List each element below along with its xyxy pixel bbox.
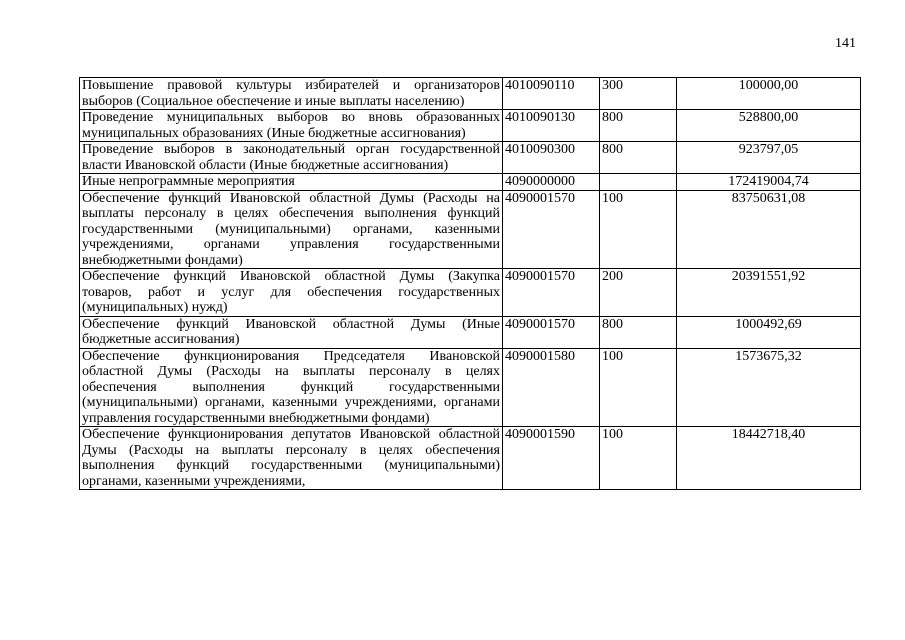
row-target-code: 4090001570 <box>503 190 600 269</box>
table-row <box>80 427 861 490</box>
row-description: Обеспечение функций Ивановской областной Думы (Расходы на выплаты персоналу в целях обеспечения выполнения функций государственными (муниципальными) органами, казенными учреждениями, органами управления государственными внебюджетными фондами) <box>80 190 503 269</box>
row-amount: 1000492,69 <box>677 316 861 348</box>
row-amount: 1573675,32 <box>677 348 861 427</box>
row-description: Обеспечение функционирования Председателя Ивановской областной Думы (Расходы на выплаты персоналу в целях обеспечения выполнения функций государственными (муниципальными) органами, казенными учреждениями, органами управления государственными внебюджетными фондами) <box>80 348 503 427</box>
table-row <box>80 190 861 269</box>
row-amount: 172419004,74 <box>677 174 861 191</box>
row-amount: 528800,00 <box>677 110 861 142</box>
row-expense-type: 800 <box>600 110 677 142</box>
row-expense-type: 200 <box>600 269 677 317</box>
row-expense-type: 800 <box>600 316 677 348</box>
row-amount: 923797,05 <box>677 142 861 174</box>
budget-table <box>79 77 861 490</box>
row-description: Повышение правовой культуры избирателей и организаторов выборов (Социальное обеспечение и иные выплаты населению) <box>80 78 503 110</box>
row-amount: 100000,00 <box>677 78 861 110</box>
row-amount: 18442718,40 <box>677 427 861 490</box>
row-description: Обеспечение функционирования депутатов Ивановской областной Думы (Расходы на выплаты персоналу в целях обеспечения выполнения функций государственными (муниципальными) органами, казенными учреждениями, <box>80 427 503 490</box>
row-target-code: 4010090300 <box>503 142 600 174</box>
table-row <box>80 316 861 348</box>
row-target-code: 4010090130 <box>503 110 600 142</box>
row-expense-type: 100 <box>600 427 677 490</box>
row-expense-type: 100 <box>600 348 677 427</box>
row-target-code: 4090001580 <box>503 348 600 427</box>
table-row <box>80 110 861 142</box>
row-expense-type: 800 <box>600 142 677 174</box>
row-description: Проведение муниципальных выборов во вновь образованных муниципальных образованиях (Иные бюджетные ассигнования) <box>80 110 503 142</box>
table-row <box>80 348 861 427</box>
row-target-code: 4090000000 <box>503 174 600 191</box>
row-description: Обеспечение функций Ивановской областной Думы (Иные бюджетные ассигнования) <box>80 316 503 348</box>
page-number: 141 <box>835 36 856 51</box>
table-row <box>80 142 861 174</box>
row-target-code: 4010090110 <box>503 78 600 110</box>
row-target-code: 4090001590 <box>503 427 600 490</box>
row-target-code: 4090001570 <box>503 269 600 317</box>
row-description: Иные непрограммные мероприятия <box>80 174 503 191</box>
table-row <box>80 269 861 317</box>
table-row <box>80 174 861 191</box>
row-target-code: 4090001570 <box>503 316 600 348</box>
row-description: Обеспечение функций Ивановской областной Думы (Закупка товаров, работ и услуг для обеспечения государственных (муниципальных) нужд) <box>80 269 503 317</box>
row-expense-type: 100 <box>600 190 677 269</box>
row-expense-type <box>600 174 677 191</box>
row-amount: 83750631,08 <box>677 190 861 269</box>
table-row <box>80 78 861 110</box>
row-amount: 20391551,92 <box>677 269 861 317</box>
row-expense-type: 300 <box>600 78 677 110</box>
row-description: Проведение выборов в законодательный орган государственной власти Ивановской области (Иные бюджетные ассигнования) <box>80 142 503 174</box>
